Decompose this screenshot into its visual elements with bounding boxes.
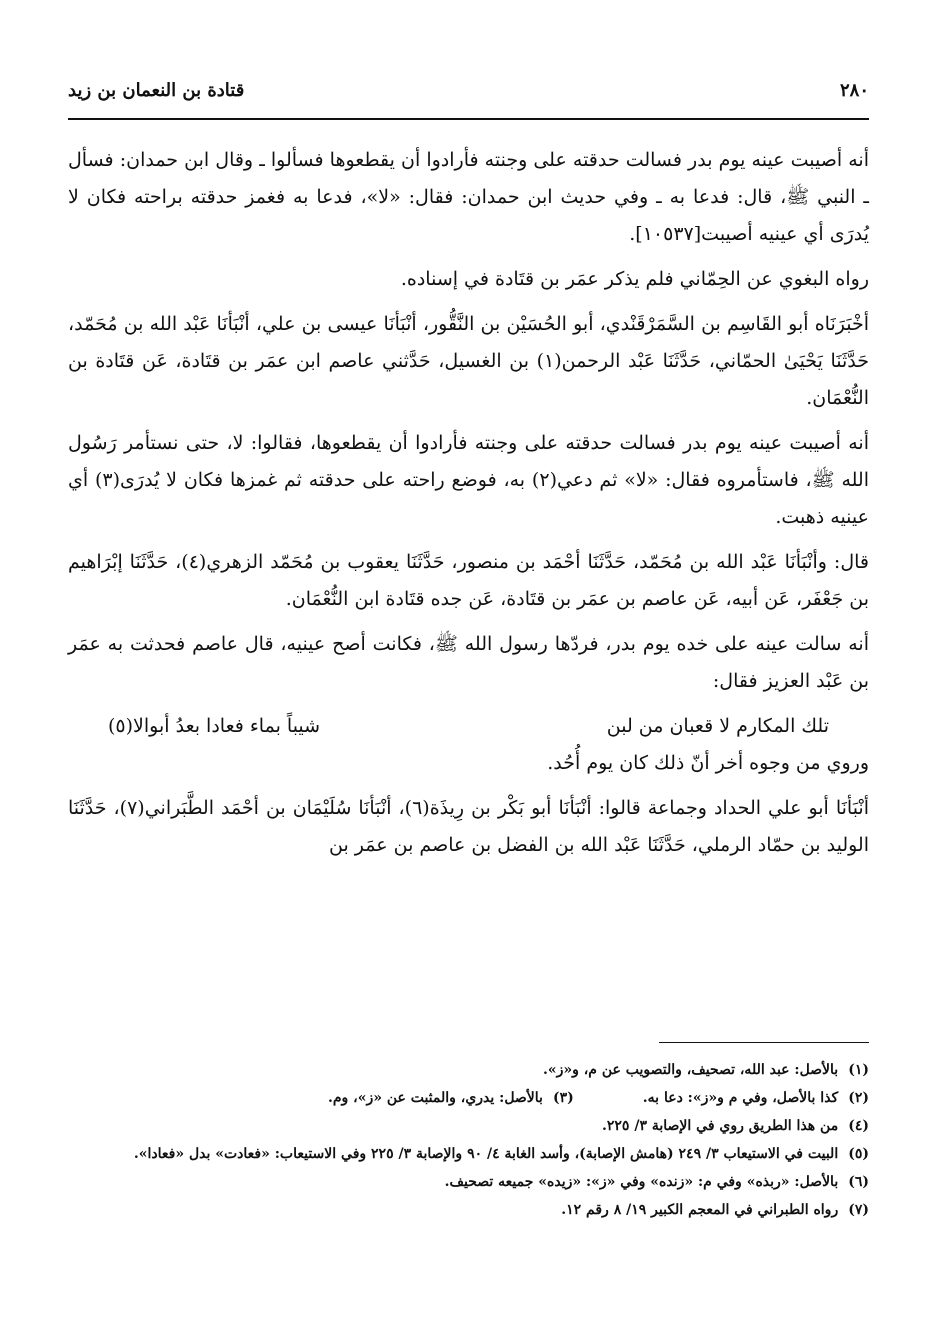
paragraph: أخْبَرَنَاه أبو القَاسِم بن السَّمَرْقَنْدي، أبو الحُسَيْن بن النَّقُّور، أنْبَأنَا عيسى بن علي، أنْبَأنَا عَبْد الله بن مُحَمّد، حَدَّثَنَا يَحْيَىٰ الحمّاني، حَدَّثَنَا عَبْد الرحمن(١) بن الغسيل، حَدَّثني عاصم ابن عمَر بن قتَادة، عَن قتَادة بن النُّعْمَان.	[68, 313, 869, 409]
footnote	[68, 1168, 869, 1196]
footnote	[643, 1084, 869, 1112]
verse-second-hemistich: شيباً بماء فعادا بعدُ أبوالا(٥)	[108, 715, 321, 737]
footnote-number: (٤)	[848, 1118, 869, 1134]
footnote-text: من هذا الطريق روي في الإصابة ٣/ ٢٢٥.	[602, 1118, 839, 1134]
running-title: قتادة بن النعمان بن زيد	[68, 79, 245, 101]
footnote	[68, 1056, 869, 1084]
footnote-text: البيت في الاستيعاب ٣/ ٢٤٩ (هامش الإصابة)، وأسد الغابة ٤/ ٩٠ والإصابة ٣/ ٢٢٥ وفي الاستيعاب: «فعادت» بدل «فعادا».	[133, 1146, 839, 1162]
paragraph: رواه البغوي عن الحِمّاني فلم يذكر عمَر بن قتَادة في إسناده.	[400, 268, 869, 290]
footnotes	[68, 1056, 869, 1224]
paragraph: أنْبَأنَا أبو علي الحداد وجماعة قالوا: أنْبَأنَا أبو بَكْر بن رِيذَة(٦)، أنْبَأنَا سُلَيْمَان بن أحْمَد الطَّبَراني(٧)، حَدَّثَنَا الوليد بن حمّاد الرملي، حَدَّثَنَا عَبْد الله بن الفضل بن عاصم بن عمَر بن	[68, 797, 869, 856]
footnote-text: بالأصل: «ربذه» وفي م: «زنده» وفي «ز»: «زيده» جميعه تصحيف.	[444, 1174, 839, 1190]
footnote-text: كذا بالأصل، وفي م و«ز»: دعا به.	[642, 1090, 839, 1106]
paragraph: أنه سالت عينه على خده يوم بدر، فردّها رسول الله ﷺ، فكانت أصح عينيه، قال عاصم فحدثت به عمَر بن عَبْد العزيز فقال:	[68, 633, 869, 692]
paragraph: أنه أصيبت عينه يوم بدر فسالت حدقته على وجنته فأرادوا أن يقطعوها، فقالوا: لا، حتى نستأمر رَسُول الله ﷺ، فاستأمروه فقال: «لا» ثم دعي(٢) به، فوضع راحته على حدقته ثم غمزها فكان لا يُدرَى(٣) أي عينيه ذهبت.	[68, 432, 869, 528]
footnote-number: (٧)	[848, 1202, 869, 1218]
page-number: ٢٨٠	[839, 79, 869, 101]
footnote	[68, 1112, 869, 1140]
footnote-number: (٢)	[848, 1090, 869, 1106]
main-text	[68, 142, 869, 872]
footnote-number: (٥)	[848, 1146, 869, 1162]
footnote-text: بالأصل: يدري، والمثبت عن «ز»، وم.	[328, 1090, 543, 1106]
verse-first-hemistich: تلك المكارم لا قعبان من لبن	[606, 715, 829, 737]
footnote-number: (٣)	[552, 1090, 574, 1106]
paragraph: قال: وأنْبَأنَا عَبْد الله بن مُحَمّد، حَدَّثَنَا أحْمَد بن منصور، حَدَّثَنَا يعقوب بن مُحَمّد الزهري(٤)، حَدَّثَنَا إبْرَاهيم بن جَعْفَر، عَن أبيه، عَن عاصم بن عمَر بن قتَادة، عَن جده قتَادة ابن النُّعْمَان.	[68, 551, 869, 610]
footnote-text: رواه الطبراني في المعجم الكبير ١٩/ ٨ رقم ١٢.	[561, 1202, 839, 1218]
footnote-row	[68, 1084, 869, 1112]
footnote	[68, 1140, 869, 1168]
footnote	[68, 1196, 869, 1224]
footnote-text: بالأصل: عبد الله، تصحيف، والتصويب عن م، و«ز».	[542, 1062, 839, 1078]
poem-verse	[68, 708, 869, 745]
footnote-number: (١)	[848, 1062, 869, 1078]
paragraph: وروي من وجوه أخر أنّ ذلك كان يوم أُحُد.	[547, 752, 869, 774]
header-rule	[68, 118, 869, 120]
paragraph: أنه أصيبت عينه يوم بدر فسالت حدقته على وجنته فأرادوا أن يقطعوها فسألوا ـ وقال ابن حمدان: فسأل ـ النبي ﷺ، قال: فدعا به ـ وفي حديث ابن حمدان: فقال: «لا»، فدعا به فغمز حدقته براحته فكان لا يُدرَى أي عينيه أصيبت[١٠٥٣٧].	[68, 149, 869, 245]
page-header	[68, 70, 869, 110]
footnote	[328, 1084, 574, 1112]
footnote-number: (٦)	[848, 1174, 869, 1190]
footnote-rule	[659, 1042, 869, 1043]
